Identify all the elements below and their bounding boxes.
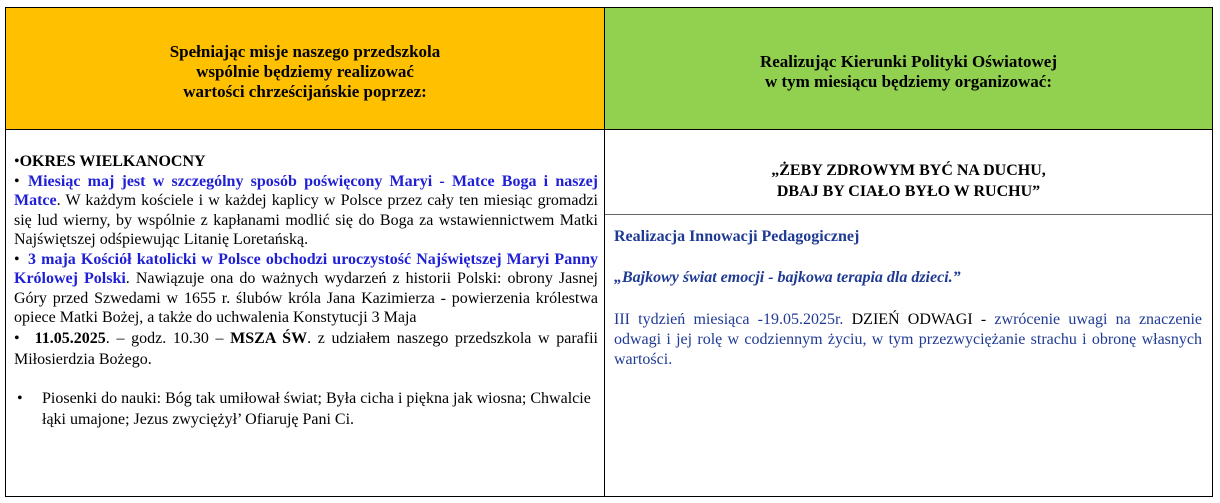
plan-table: [5, 7, 1213, 497]
easter-period-label: OKRES WIELKANOCNY: [19, 153, 206, 170]
bullet-icon: •: [14, 250, 20, 268]
may-third-heading: 3 maja Kościół katolicki w Polsce obchodzi uroczystość Najświętszej Maryi Panny Królowej Polski: [14, 250, 598, 287]
list-item-may-month: [14, 172, 598, 250]
week-event-name: DZIEŃ ODWAGI -: [851, 311, 995, 328]
innovation-title: „Bajkowy świat emocji - bajkowa terapia dla dzieci.”: [614, 269, 961, 286]
section-divider: [605, 214, 1212, 215]
may-month-heading: Miesiąc maj jest w szczególny sposób poświęcony Maryi - Matce Boga i naszej Matce: [14, 172, 598, 209]
bullet-icon: •: [14, 153, 20, 170]
list-item-may-third: [14, 250, 598, 328]
right-content-cell: [605, 130, 1212, 368]
motto: [605, 160, 1212, 202]
column-divider: [604, 8, 605, 496]
bullet-icon: •: [17, 389, 23, 407]
left-header-line3: wartości chrześcijańskie poprzez:: [183, 81, 427, 101]
left-header-line1: Spełniając misje naszego przedszkola: [169, 41, 441, 61]
list-item-songs: [14, 388, 598, 430]
motto-line2: DBAJ BY CIAŁO BYŁO W RUCHU”: [776, 183, 1041, 200]
may-third-text: . Nawiązuje ona do ważnych wydarzeń z historii Polski: obrony Jasnej Góry przed Szwedami w 1655 r. ślubów króla Jana Kazimierza - powierzenia królestwa opiece Matki Bożej, a także do uchwalenia Konstytucji 3 Maja: [14, 270, 598, 326]
bullet-icon: •: [14, 329, 20, 347]
motto-line1: „ŻEBY ZDROWYM BYĆ NA DUCHU,: [771, 162, 1046, 179]
innovation-heading: Realizacja Innowacji Pedagogicznej: [614, 228, 860, 245]
week-date: III tydzień miesiąca -19.05.2025r.: [614, 311, 852, 328]
left-content-cell: [14, 152, 598, 430]
may-month-text: . W każdym kościele i w każdej kaplicy w Polsce przez cały ten miesiąc gromadzi się lud wierny, by wspólnie z kapłanami modlić się do Boga za wstawiennictwem Matki Najświętszej odśpiewując Litanię Loretańską.: [14, 192, 598, 248]
week-event-text: zwrócenie uwagi na znaczenie odwagi i jej rolę w codziennym życiu, w tym przezwyciężanie strachu i obronę własnych wartości.: [614, 311, 1203, 368]
bullet-icon: •: [14, 172, 20, 190]
mass-label: MSZA ŚW: [230, 329, 308, 347]
mass-text: . z udziałem naszego przedszkola w parafii Miłosierdzia Bożego.: [14, 329, 598, 368]
mass-date: 11.05.2025: [34, 329, 106, 347]
list-item-easter: [14, 152, 598, 172]
list-item-mass: [14, 328, 598, 370]
right-header-line2: w tym miesiącu będziemy organizować:: [764, 71, 1053, 91]
songs-text: Piosenki do nauki: Bóg tak umiłował świat; Była cicha i piękna jak wiosna; Chwalcie łąki umajone; Jezus zwyciężył’ Ofiaruję Pani Ci.: [42, 389, 591, 428]
mass-time: . – godz. 10.30 –: [105, 329, 231, 347]
right-header-line1: Realizując Kierunki Polityki Oświatowej: [759, 51, 1057, 71]
week-event-paragraph: [614, 310, 1202, 370]
left-header-line2: wspólnie będziemy realizować: [196, 61, 414, 81]
right-header-cell: [605, 8, 1212, 129]
left-header-cell: [6, 8, 604, 129]
